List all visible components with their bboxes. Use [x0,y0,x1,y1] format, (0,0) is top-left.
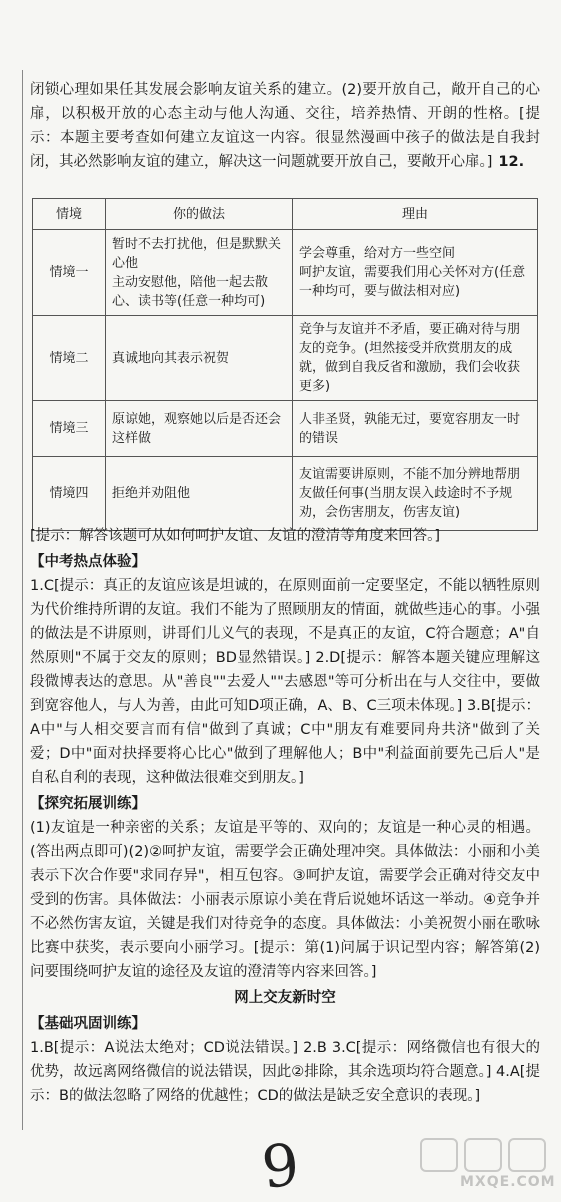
intro-block [30,78,540,174]
watermark-logo [420,1138,556,1194]
cell-reason: 人非圣贤，孰能无过，要宽容朋友一时的错误 [293,401,538,457]
table-tip: [提示：解答该题可从如何呵护友谊、友谊的澄清等角度来回答。] [30,528,441,544]
table-row [33,401,538,457]
cell-approach: 原谅她，观察她以后是否还会这样做 [106,401,293,457]
section-text-explore: (1)友谊是一种亲密的关系；友谊是平等的、双向的；友谊是一种心灵的相遇。(答出两点即可)(2)②呵护友谊，需要学会正确处理冲突。具体做法：小丽和小美表示下次合作要"求同存异"，相互包容。③呵护友谊，需要学会正确对待交友中受到的伤害。具体做法：小丽表示原谅小美在背后说她坏话这一举动。④竞争并不必然伤害友谊，关键是我们对待竞争的态度。具体做法：小美祝贺小丽在歌咏比赛中获奖，表示要向小丽学习。[提示：第(1)问属于识记型内容；解答第(2)问要围绕呵护友谊的途径及友谊的澄清等内容来回答。] [30,820,540,980]
table-header-row [33,199,538,230]
table-row [33,457,538,531]
watermark-mark-icon [420,1138,458,1172]
section-title-basic: 【基础巩固训练】 [30,1016,146,1032]
watermark-mark-icon [508,1138,546,1172]
cell-scenario: 情境一 [33,230,106,316]
cell-reason: 竞争与友谊并不矛盾，要正确对待与朋友的竞争。(坦然接受并欣赏朋友的成就，做到自我反省和激励，我们会收获更多) [293,316,538,401]
section-text-hotspot: 1.C[提示：真正的友谊应该是坦诚的，在原则面前一定要坚定，不能以牺牲原则为代价维持所谓的友谊。我们不能为了照顾朋友的情面，就做些违心的事。小强的做法是不讲原则，讲哥们儿义气的表现，不是真正的友谊，C符合题意；A"自然原则"不属于交友的原则；BD显然错误。] 2.D[提示：解答本题关键应理解这段微博表达的意思。从"善良""去爱人""去感恩"等可分析出在与人交往中，要做到宽容他人，与人为善，由此可知D项正确，A、B、C三项未体现。] 3.B[提示：A中"与人相交要言而有信"做到了真诚；C中"朋友有难要同舟共济"做到了关爱；D中"面对抉择要将心比心"做到了理解他人；B中"利益面前要先己后人"是自私自利的表现，这种做法很难交到朋友。] [30,578,540,786]
cell-reason: 学会尊重，给对方一些空间 呵护友谊，需要我们用心关怀对方(任意一种均可，要与做法相对应) [293,230,538,316]
cell-approach: 真诚地向其表示祝贺 [106,316,293,401]
scenario-table [32,198,538,531]
cell-approach: 拒绝并劝阻他 [106,457,293,531]
handwritten-page-number: 9 [258,1130,303,1202]
header-approach: 你的做法 [106,199,293,230]
cell-scenario: 情境三 [33,401,106,457]
section-title-explore: 【探究拓展训练】 [30,796,146,812]
margin-rule [22,70,23,1130]
section-text-basic: 1.B[提示：A说法太绝对；CD说法错误。] 2.B 3.C[提示：网络微信也有很大的优势，故远离网络微信的说法错误，因此②排除，其余选项均符合题意。] 4.A[提示：B的做法忽略了网络的优越性；CD的做法是缺乏安全意识的表现。] [30,1040,540,1104]
watermark-text: MXQE.COM [460,1174,556,1190]
question-12-label: 12. [498,154,525,170]
cell-scenario: 情境四 [33,457,106,531]
lesson-title: 网上交友新时空 [234,990,336,1006]
intro-text: 闭锁心理如果任其发展会影响友谊关系的建立。(2)要开放自己，敞开自己的心扉，以积极开放的心态主动与他人沟通、交往，培养热情、开朗的性格。[提示：本题主要考查如何建立友谊这一内容。很显然漫画中孩子的做法是自我封闭，其必然影响友谊的建立，解决这一问题就要开放自己，要敞开心扉。] [30,82,540,170]
cell-approach: 暂时不去打扰他，但是默默关心他 主动安慰他，陪他一起去散心、读书等(任意一种均可) [106,230,293,316]
section-title-hotspot: 【中考热点体验】 [30,554,146,570]
watermark-mark-icon [464,1138,502,1172]
table-row [33,316,538,401]
header-scenario: 情境 [33,199,106,230]
header-reason: 理由 [293,199,538,230]
answers-block [30,524,540,1108]
cell-scenario: 情境二 [33,316,106,401]
table-row [33,230,538,316]
cell-reason: 友谊需要讲原则，不能不加分辨地帮朋友做任何事(当朋友误入歧途时不予规劝，会伤害朋友，伤害友谊) [293,457,538,531]
